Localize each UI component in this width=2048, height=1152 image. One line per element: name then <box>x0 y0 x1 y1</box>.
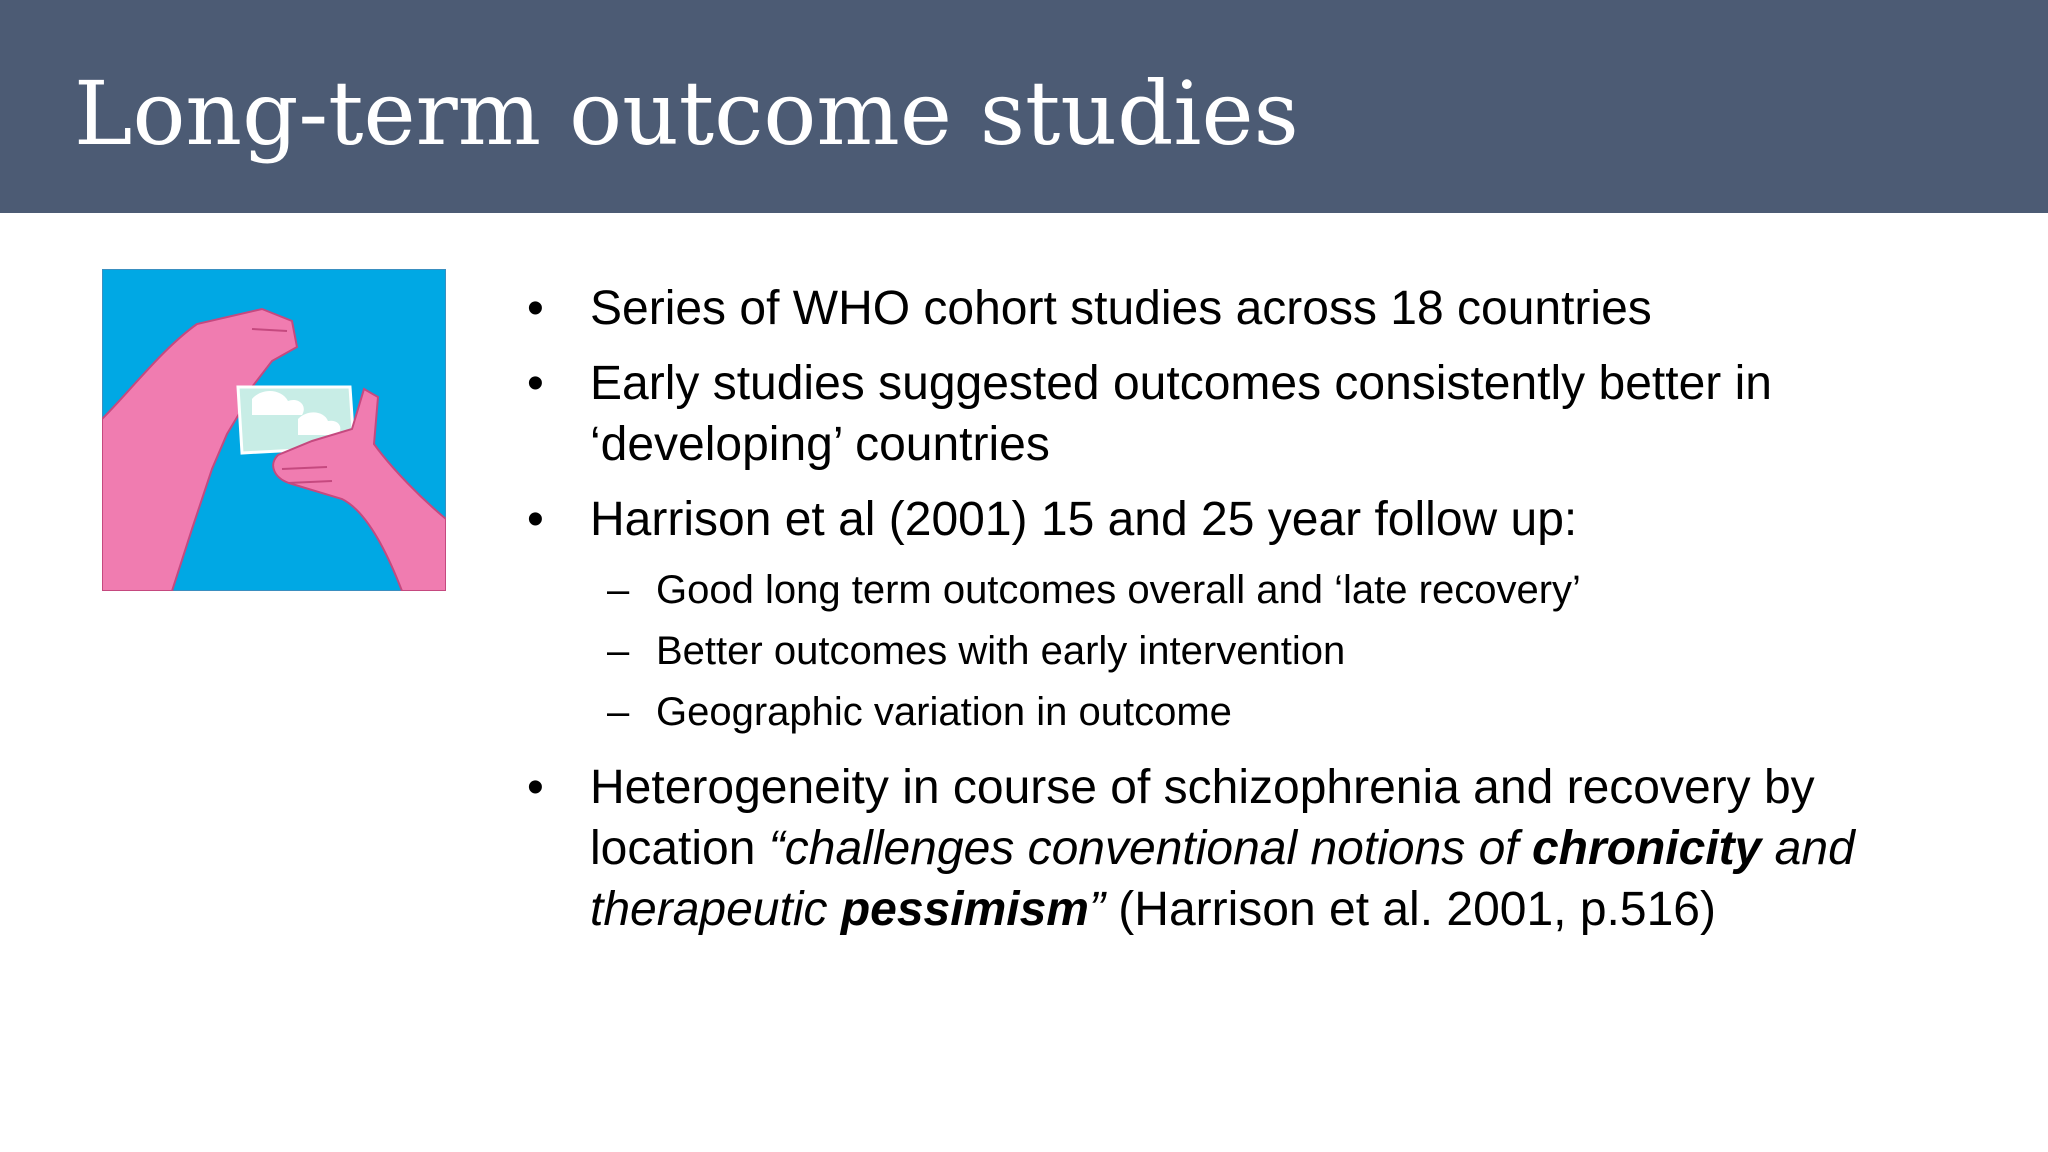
quote-text: ” <box>1088 883 1105 936</box>
bullet-item <box>527 489 1987 550</box>
emphasis-text: chronicity <box>1531 822 1762 875</box>
sub-bullet-list <box>527 560 1987 743</box>
bullet-marker: • <box>527 357 544 410</box>
bullet-text: Heterogeneity in course of schizophrenia and recovery by location <box>590 761 1815 875</box>
bullet-text: Harrison et al (2001) 15 and 25 year follow up: <box>590 493 1578 546</box>
bullet-text: Series of WHO cohort studies across 18 countries <box>590 282 1652 335</box>
sub-bullet-item <box>527 682 1987 743</box>
citation-text: (Harrison et al. 2001, p.516) <box>1104 883 1716 936</box>
bullet-text: Early studies suggested outcomes consistently better in ‘developing’ countries <box>590 357 1772 471</box>
sub-bullet-text: Geographic variation in outcome <box>656 690 1232 734</box>
sub-bullet-marker: – <box>607 629 630 673</box>
title-bar <box>0 0 2048 213</box>
sub-bullet-marker: – <box>607 568 630 612</box>
emphasis-text: pessimism <box>840 883 1089 936</box>
bullet-item <box>527 353 1987 475</box>
bullet-marker: • <box>527 761 544 814</box>
bullet-marker: • <box>527 493 544 546</box>
quote-text: “challenges conventional notions of <box>768 822 1532 875</box>
sub-bullet-item <box>527 621 1987 682</box>
sub-bullet-marker: – <box>607 690 630 734</box>
bullet-marker: • <box>527 282 544 335</box>
sub-bullet-item <box>527 560 1987 621</box>
bullet-item <box>527 278 1987 339</box>
hands-framing-sky-icon <box>102 269 446 591</box>
quote-text: and therapeutic <box>590 822 1855 936</box>
slide-title: Long-term outcome studies <box>74 62 1299 165</box>
bullet-list <box>527 278 1987 954</box>
sub-bullet-text: Better outcomes with early intervention <box>656 629 1346 673</box>
sub-bullet-text: Good long term outcomes overall and ‘late recovery’ <box>656 568 1581 612</box>
bullet-item <box>527 757 1987 940</box>
